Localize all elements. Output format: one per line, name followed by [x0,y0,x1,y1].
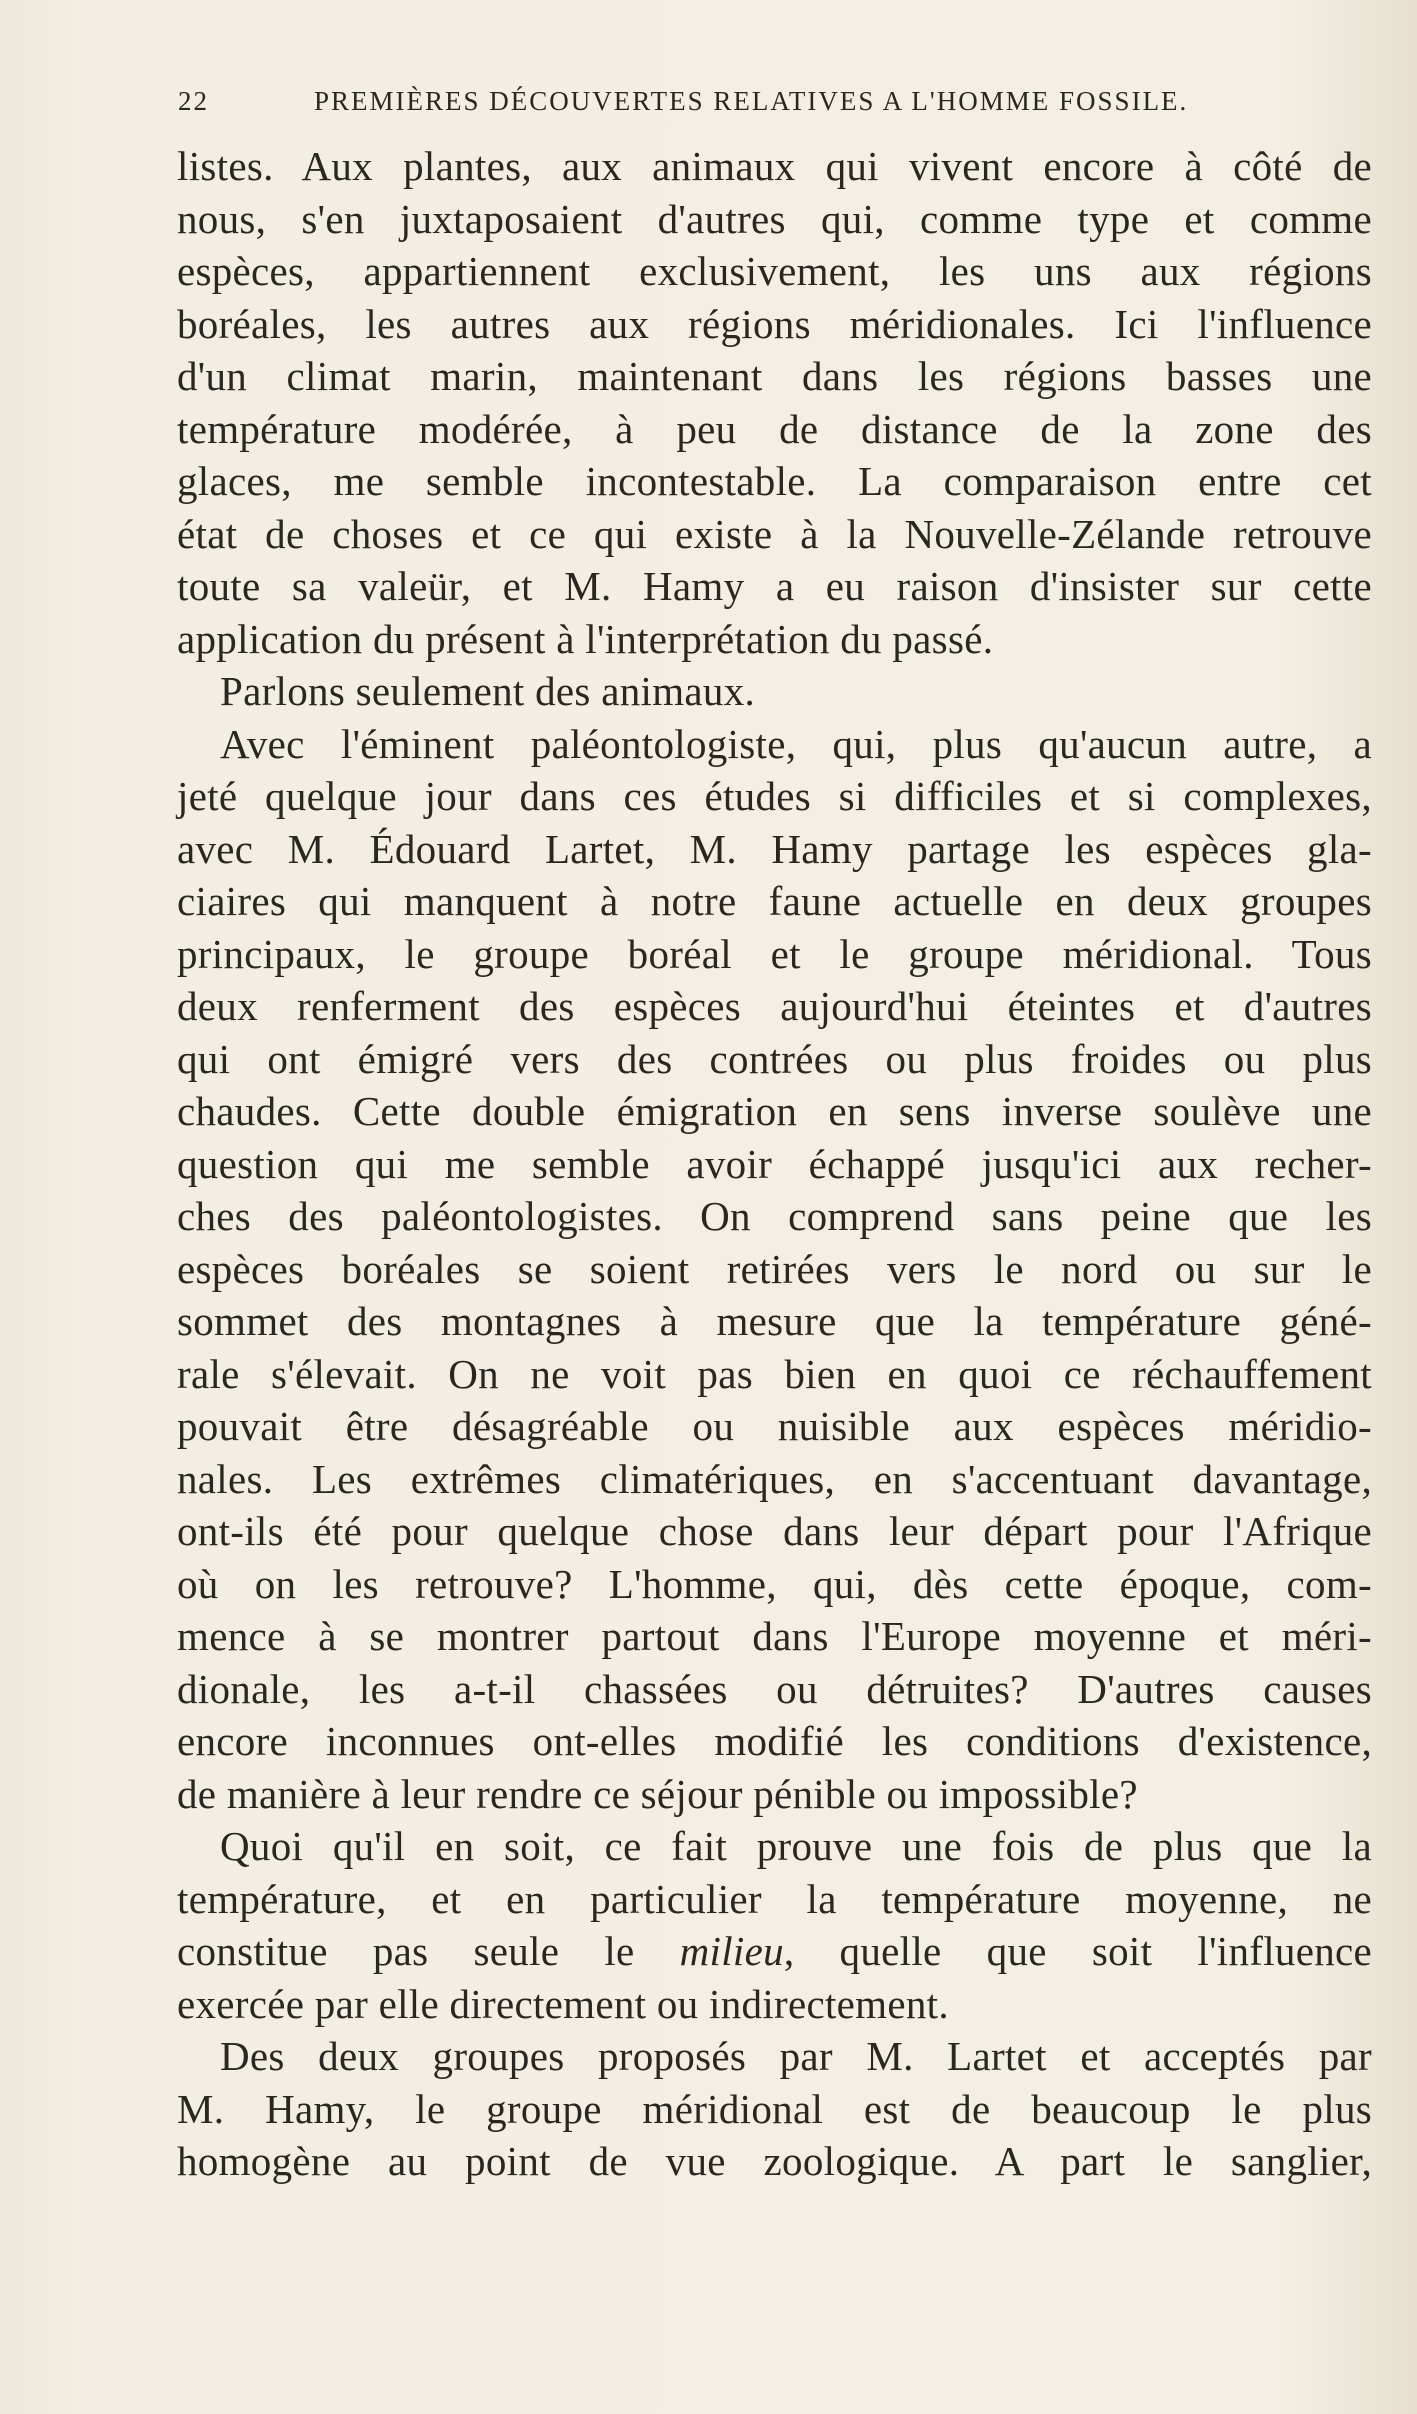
text-line: nous, s'en juxtaposaient d'autres qui, comme type et comme [177,195,1372,242]
text-line: où on les retrouve? L'homme, qui, dès cette époque, com- [177,1560,1372,1607]
text-line: rale s'élevait. On ne voit pas bien en quoi ce réchauffement [177,1350,1372,1397]
text-line: Quoi qu'il en soit, ce fait prouve une fois de plus que la [220,1823,1372,1869]
text-line: température modérée, à peu de distance de la zone des [177,405,1372,452]
text-line: M. Hamy, le groupe méridional est de beaucoup le plus [177,2085,1372,2132]
text-line: exercée par elle directement ou indirectement. [177,1980,949,2027]
text-line: chaudes. Cette double émigration en sens inverse soulève une [177,1088,1372,1134]
text-line: espèces boréales se soient retirées vers le nord ou sur le [177,1245,1372,1292]
text-line: température, et en particulier la température moyenne, ne [177,1875,1372,1922]
text-line: encore inconnues ont-elles modifié les conditions d'existence, [177,1718,1372,1764]
text-fragment: constitue pas seule le [177,1928,680,1974]
page-header [178,86,1268,126]
text-line: mence à se montrer partout dans l'Europe moyenne et méri- [177,1613,1372,1659]
text-line: de manière à leur rendre ce séjour pénible ou impossible? [177,1770,1138,1817]
text-line: jeté quelque jour dans ces études si difficiles et si complexes, [177,773,1372,819]
text-line: espèces, appartiennent exclusivement, les uns aux régions [177,248,1372,294]
text-line: boréales, les autres aux régions méridionales. Ici l'influence [177,300,1372,347]
text-line: ches des paléontologistes. On comprend sans peine que les [177,1193,1372,1239]
italic-word: milieu [679,1928,784,1974]
body-text [177,140,1372,2188]
text-line: pouvait être désagréable ou nuisible aux espèces méridio- [177,1403,1372,1449]
text-line: qui ont émigré vers des contrées ou plus froides ou plus [177,1035,1372,1082]
text-line: d'un climat marin, maintenant dans les régions basses une [177,353,1372,399]
text-line: question qui me semble avoir échappé jusqu'ici aux recher- [177,1140,1372,1187]
text-line: application du présent à l'interprétation du passé. [177,615,994,662]
text-line-with-italic [177,1925,1372,1978]
text-line: principaux, le groupe boréal et le groupe méridional. Tous [177,930,1372,977]
text-line: nales. Les extrêmes climatériques, en s'accentuant davantage, [177,1455,1372,1502]
text-line: Avec l'éminent paléontologiste, qui, plus qu'aucun autre, a [220,720,1372,767]
text-line: sommet des montagnes à mesure que la température géné- [177,1298,1372,1344]
text-line: ciaires qui manquent à notre faune actuelle en deux groupes [177,878,1372,924]
text-line: homogène au point de vue zoologique. A part le sanglier, [177,2138,1372,2184]
text-line: listes. Aux plantes, aux animaux qui vivent encore à côté de [177,143,1372,189]
page-number: 22 [178,86,209,116]
text-line: ont-ils été pour quelque chose dans leur départ pour l'Afrique [177,1508,1372,1554]
text-line: Parlons seulement des animaux. [220,668,756,714]
running-title: PREMIÈRES DÉCOUVERTES RELATIVES A L'HOMME FOSSILE. [314,86,1189,116]
text-line: dionale, les a-t-il chassées ou détruites? D'autres causes [177,1665,1372,1712]
text-line: toute sa valeür, et M. Hamy a eu raison d'insister sur cette [177,563,1372,609]
text-line: deux renferment des espèces aujourd'hui éteintes et d'autres [177,983,1372,1029]
text-line: glaces, me semble incontestable. La comparaison entre cet [177,458,1372,504]
text-line: Des deux groupes proposés par M. Lartet et acceptés par [220,2033,1372,2079]
text-line: état de choses et ce qui existe à la Nouvelle-Zélande retrouve [177,510,1372,557]
text-line: avec M. Édouard Lartet, M. Hamy partage les espèces gla- [177,825,1372,872]
text-fragment: , quelle que soit l'influence [783,1928,1372,1974]
